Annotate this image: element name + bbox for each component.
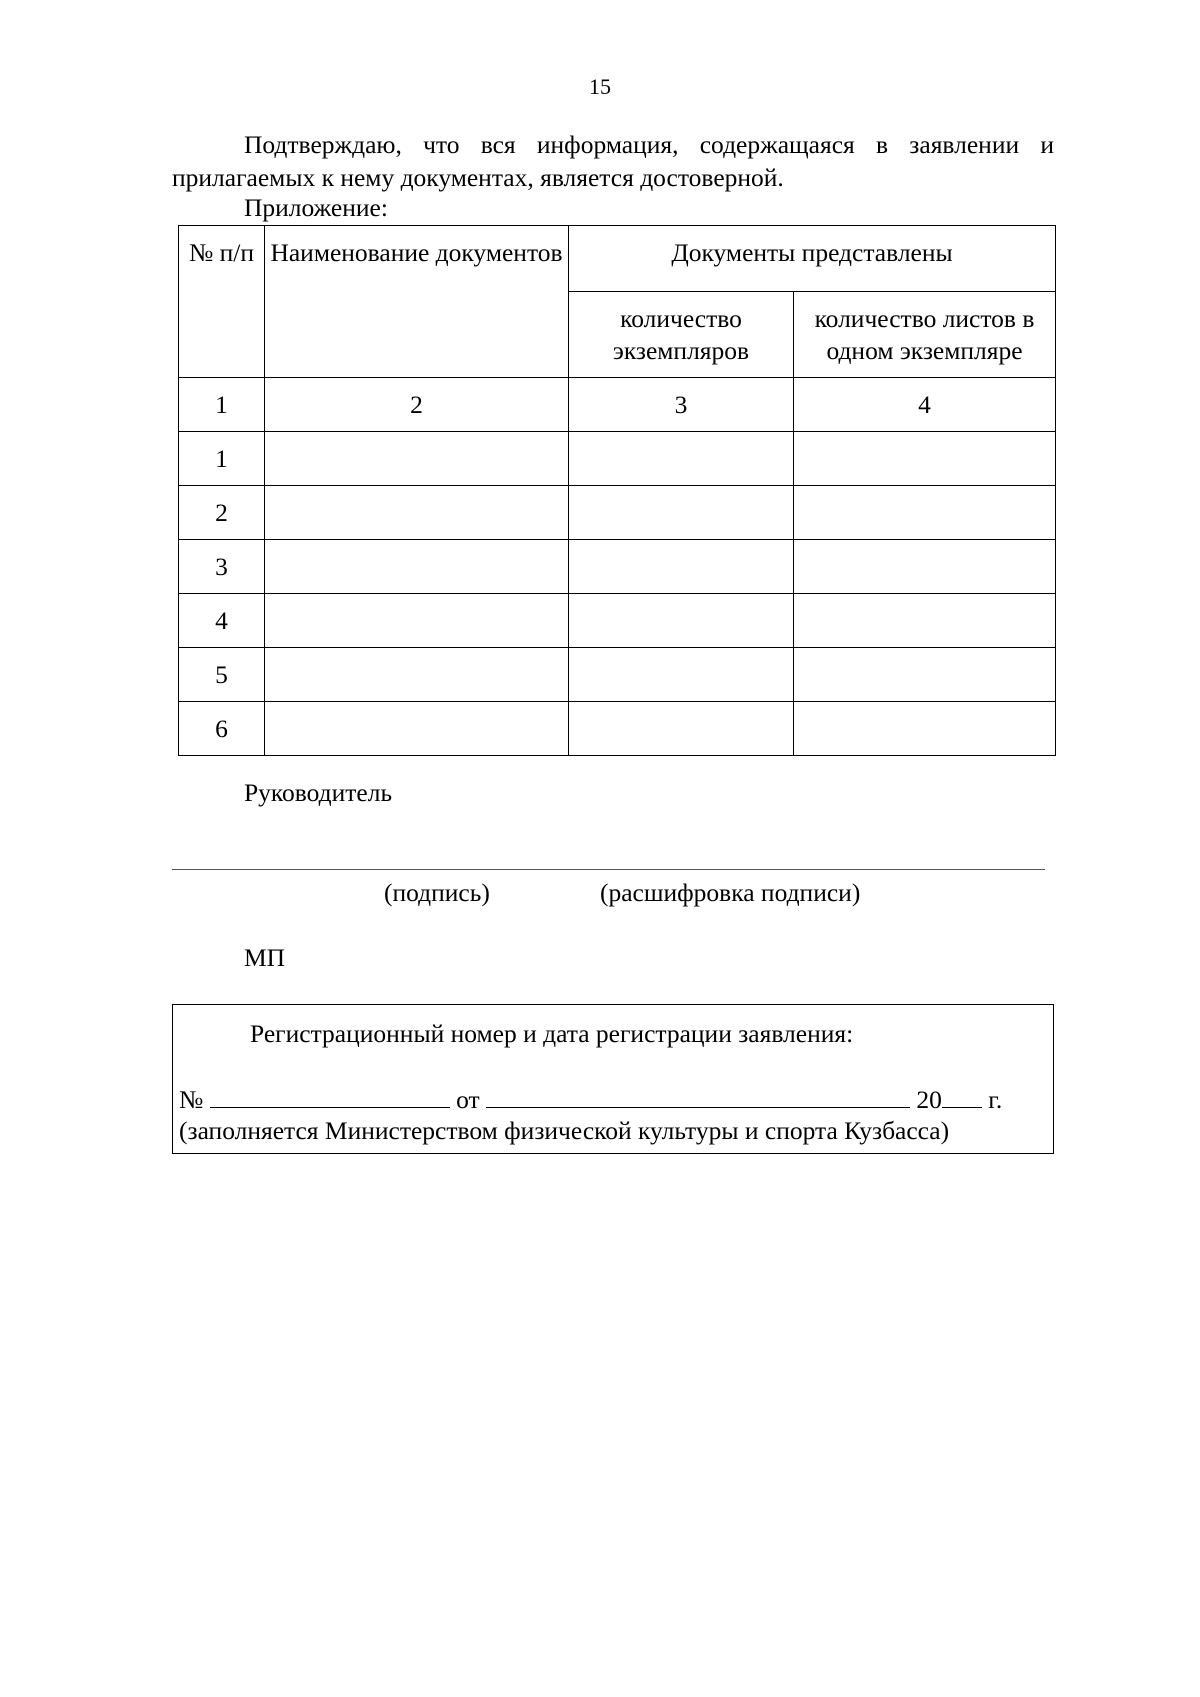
document-name-cell[interactable] <box>265 540 569 594</box>
copies-cell[interactable] <box>569 648 794 702</box>
table-row <box>179 648 1056 702</box>
registration-note: (заполняется Министерством физической культуры и спорта Кузбасса) <box>179 1116 950 1145</box>
number-sign: № <box>179 1085 204 1114</box>
row-number: 2 <box>179 486 265 540</box>
registration-title: Регистрационный номер и дата регистрации заявления: <box>250 1019 854 1048</box>
header-copies-count: количество экземпляров <box>569 292 794 378</box>
sheets-cell[interactable] <box>794 486 1056 540</box>
document-name-cell[interactable] <box>265 594 569 648</box>
table-row <box>179 702 1056 756</box>
year-prefix: 20 <box>916 1085 942 1114</box>
table-row <box>179 486 1056 540</box>
table-row <box>179 540 1056 594</box>
registration-box <box>172 1004 1054 1154</box>
table-header-row <box>179 226 1056 292</box>
document-name-cell[interactable] <box>265 432 569 486</box>
document-name-cell[interactable] <box>265 648 569 702</box>
row-number: 4 <box>179 594 265 648</box>
copies-cell[interactable] <box>569 702 794 756</box>
copies-cell[interactable] <box>569 540 794 594</box>
from-label: от <box>456 1085 480 1114</box>
column-numbers-row <box>179 378 1056 432</box>
role-label: Руководитель <box>244 778 393 807</box>
header-document-name: Наименование документов <box>265 226 569 378</box>
column-number: 4 <box>794 378 1056 432</box>
sheets-cell[interactable] <box>794 540 1056 594</box>
copies-cell[interactable] <box>569 432 794 486</box>
column-number: 3 <box>569 378 794 432</box>
row-number: 1 <box>179 432 265 486</box>
row-number: 6 <box>179 702 265 756</box>
document-name-cell[interactable] <box>265 486 569 540</box>
signature-decoding-caption: (расшифровка подписи) <box>600 878 861 907</box>
registration-line <box>179 1083 1002 1115</box>
appendix-label: Приложение: <box>244 193 388 222</box>
confirmation-paragraph: Подтверждаю, что вся информация, содержащаяся в заявлении и прилагаемых к нему документах, является достоверной. <box>172 130 1054 192</box>
documents-table <box>178 225 1056 756</box>
year-suffix: г. <box>988 1085 1003 1114</box>
header-documents-submitted: Документы представлены <box>569 226 1056 292</box>
page-number: 15 <box>589 74 611 99</box>
signature-caption: (подпись) <box>384 878 490 907</box>
registration-year-field[interactable] <box>942 1083 982 1108</box>
registration-date-field[interactable] <box>486 1083 910 1108</box>
sheets-cell[interactable] <box>794 648 1056 702</box>
registration-number-field[interactable] <box>210 1083 450 1108</box>
stamp-label: МП <box>244 943 286 972</box>
signature-line[interactable] <box>172 869 1045 870</box>
copies-cell[interactable] <box>569 486 794 540</box>
copies-cell[interactable] <box>569 594 794 648</box>
sheets-cell[interactable] <box>794 594 1056 648</box>
table-row <box>179 594 1056 648</box>
table-row <box>179 432 1056 486</box>
column-number: 1 <box>179 378 265 432</box>
header-sheets-count: количество листов в одном экземпляре <box>794 292 1056 378</box>
sheets-cell[interactable] <box>794 432 1056 486</box>
row-number: 5 <box>179 648 265 702</box>
document-name-cell[interactable] <box>265 702 569 756</box>
column-number: 2 <box>265 378 569 432</box>
sheets-cell[interactable] <box>794 702 1056 756</box>
row-number: 3 <box>179 540 265 594</box>
header-number: № п/п <box>179 226 265 378</box>
